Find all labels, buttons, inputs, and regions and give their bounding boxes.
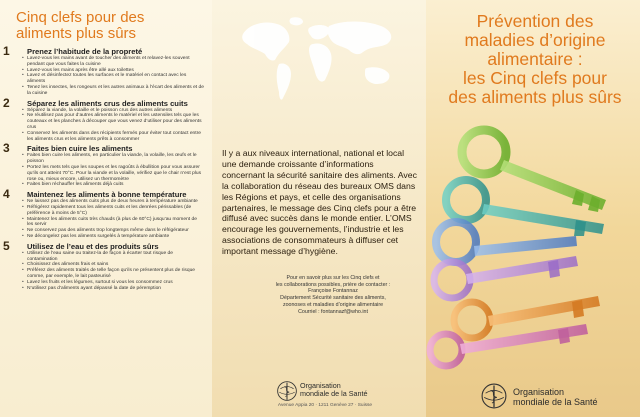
sections-list (3, 44, 204, 291)
section-heading (3, 141, 204, 156)
list-item: • Réfrigérez rapidement tous les aliments cuits et les denrées périssables (de préférence à moins de 5°C) (22, 205, 204, 217)
list-item: • Faites bien cuire les aliments, en particulier la viande, la volaille, les œufs et le poisson (22, 153, 204, 165)
contact-line: zoonoses et maladies d’origine alimentaire (282, 301, 384, 308)
list-item: • Préférez des aliments traités de telle façon qu’ils ne présentent plus de risque comme, par exemple, le lait pasteurisé (22, 268, 204, 280)
org-name-line: Organisation (513, 387, 565, 397)
purple-key-icon (434, 256, 578, 298)
five-keys-illustration (426, 112, 640, 382)
list-item: • Choisissez des aliments frais et sains (22, 262, 204, 268)
section-number: 5 (3, 238, 10, 253)
section-1 (3, 44, 204, 97)
left-title: Cinq clefs pour des aliments plus sûrs (16, 9, 145, 42)
who-emblem-icon (276, 380, 298, 402)
org-name-line: mondiale de la Santé (300, 389, 368, 398)
world-map-icon (235, 12, 405, 107)
list-item: • Lavez les fruits et les légumes, surtout si vous les consommez crus (22, 280, 204, 286)
section-5 (3, 238, 204, 292)
cover-title-line: maladies d’origine (464, 30, 606, 50)
section-number: 2 (3, 95, 10, 110)
section-heading-text: Séparez les aliments crus des aliments cuits (27, 98, 188, 108)
left-panel (0, 0, 212, 417)
cover-title-line: les Cinq clefs pour (463, 68, 607, 88)
intro-paragraph: Il y a aux niveaux international, national et local une demande croissante d’informations concernant la sécurité sanitaire des aliments. Avec la collaboration du réseau des bureaux OMS dans les Régions et pays, et celle des organisations partenaires, le message des Cinq clefs pour a être diffusé avec succès dans le monde entier. L’OMS encourage les gouvernements, l’industrie et les associations de consommateurs à diffuser cet important message d’hygiène. (222, 148, 417, 257)
list-item: • Conservez les aliments dans des récipients fermés pour éviter tout contact entre les aliments crus et les aliments prêts à consommer (22, 131, 204, 143)
contact-line: les collaborations possibles, prière de contacter : (275, 281, 391, 288)
list-item: • Lavez et désinfectez toutes les surfaces et le matériel en contact avec les aliments (22, 73, 204, 85)
list-item: • Tenez les insectes, les rongeurs et les autres animaux à l’écart des aliments et de la cuisine (22, 85, 204, 97)
org-name (300, 382, 368, 398)
section-heading (3, 238, 204, 253)
cover-title (436, 12, 634, 107)
section-number: 4 (3, 187, 10, 202)
list-item: • Portez les mets tels que les soupes et les ragoûts à ébullition pour vous assurer qu’ils ont atteint 70°C. Pour la viande et la volaille, vérifiez que le chair n’est plus rose ou, mieux encore, utilisez un thermomètre (22, 165, 204, 182)
list-item: • Lavez-vous les mains avant de toucher des aliments et relavez-les souvent pendant que vous faites la cuisine (22, 56, 204, 68)
section-number: 3 (3, 141, 10, 156)
list-item: • Utilisez de l’eau saine ou traitez-la de façon à écarter tout risque de contamination (22, 251, 204, 263)
section-heading-text: Utilisez de l’eau et des produits sûrs (27, 241, 159, 251)
blue-key-icon (436, 222, 577, 262)
cover-title-line: alimentaire : (487, 49, 583, 69)
contact-email[interactable]: Courriel : fontannazf@who.int (298, 308, 368, 315)
cover-title-line: des aliments plus sûrs (448, 87, 622, 107)
list-item: • Ne réutilisez pas pour d’autres aliments le matériel et les ustensiles tels que les couteaux et les planches à découper que vous venez d’utiliser pour des aliments crus (22, 113, 204, 130)
org-name (513, 387, 598, 407)
section-number: 1 (3, 44, 10, 58)
list-item: • Ne laissez pas des aliments cuits plus de deux heures à température ambiante (22, 199, 204, 205)
list-item: • Maintenez les aliments cuits très chauds (à plus de 60°C) jusqu’au moment de les servir (22, 217, 204, 229)
section-3 (3, 141, 204, 188)
contact-line: Pour en savoir plus sur les Cinq clefs et (286, 275, 380, 281)
section-2 (3, 95, 204, 143)
section-4 (3, 187, 204, 240)
section-heading-text: Faites bien cuire les aliments (27, 144, 133, 154)
contact-line: Département Sécurité sanitaire des aliments, (280, 295, 386, 302)
cover-title-line: Prévention des (476, 11, 594, 31)
contact-line: Françoise Fontannaz (308, 288, 358, 295)
org-name-line: mondiale de la Santé (513, 397, 598, 407)
list-item: • Ne conservez pas des aliments trop longtemps même dans le réfrigérateur (22, 228, 204, 234)
org-name-line: Organisation (300, 381, 341, 390)
section-heading-text: Prenez l’habitude de la propreté (27, 47, 143, 56)
list-item: • Séparez la viande, la volaille et le poisson crus des autres aliments (22, 108, 204, 114)
list-item: • Faites bien réchauffer les aliments déjà cuits (22, 182, 204, 188)
list-item: • N’utilisez pas d’aliments ayant dépassé la date de péremption (22, 286, 204, 292)
section-heading-text: Maintenez les aliments à bonne température (27, 190, 187, 200)
section-heading (3, 44, 204, 58)
who-emblem-icon (480, 382, 508, 410)
list-item: • Lavez-vous les mains après être allé aux toilettes (22, 68, 204, 74)
who-logo-right (480, 380, 630, 414)
postal-address: Avenue Appia 20 · 1211 Genève 27 · Suisse (277, 403, 373, 408)
contact-block (250, 275, 416, 315)
list-item: • Ne décongelez pas les aliments surgelés à température ambiante (22, 234, 204, 240)
